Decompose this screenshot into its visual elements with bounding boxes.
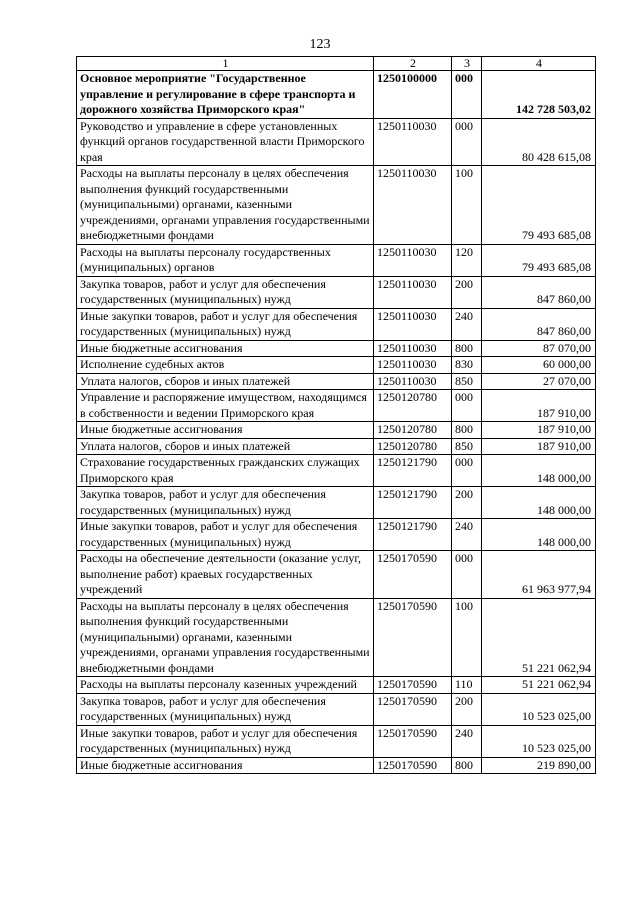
row-amount-cell: 187 910,00 (482, 438, 596, 455)
row-code-cell: 1250170590 (374, 551, 452, 599)
row-amount-cell: 60 000,00 (482, 357, 596, 374)
page-number: 123 (309, 37, 331, 52)
row-code-cell: 1250110030 (374, 118, 452, 166)
row-code-cell: 1250121790 (374, 519, 452, 551)
row-type-cell: 200 (452, 693, 482, 725)
row-amount-cell: 79 493 685,08 (482, 166, 596, 245)
row-name-cell: Иные бюджетные ассигнования (77, 340, 374, 357)
row-type-cell: 100 (452, 598, 482, 677)
table-row (77, 71, 596, 119)
row-type-cell: 100 (452, 166, 482, 245)
table-row (77, 118, 596, 166)
row-amount-cell: 51 221 062,94 (482, 598, 596, 677)
table-row (77, 340, 596, 357)
row-code-cell: 1250110030 (374, 340, 452, 357)
row-amount-cell: 79 493 685,08 (482, 244, 596, 276)
row-name-cell: Закупка товаров, работ и услуг для обеспечения государственных (муниципальных) нужд (77, 693, 374, 725)
row-code-cell: 1250121790 (374, 455, 452, 487)
row-name-cell: Расходы на выплаты персоналу государственных (муниципальных) органов (77, 244, 374, 276)
row-type-cell: 000 (452, 390, 482, 422)
row-code-cell: 1250170590 (374, 693, 452, 725)
row-type-cell: 800 (452, 757, 482, 774)
table-row (77, 373, 596, 390)
row-code-cell: 1250121790 (374, 487, 452, 519)
row-name-cell: Иные закупки товаров, работ и услуг для обеспечения государственных (муниципальных) нужд (77, 308, 374, 340)
row-amount-cell: 847 860,00 (482, 308, 596, 340)
row-amount-cell: 148 000,00 (482, 487, 596, 519)
header-col-4: 4 (482, 57, 596, 71)
table-row (77, 693, 596, 725)
row-type-cell: 800 (452, 422, 482, 439)
table-row (77, 519, 596, 551)
row-type-cell: 000 (452, 118, 482, 166)
budget-table (76, 56, 596, 774)
row-name-cell: Уплата налогов, сборов и иных платежей (77, 373, 374, 390)
row-type-cell: 240 (452, 308, 482, 340)
row-amount-cell: 219 890,00 (482, 757, 596, 774)
row-code-cell: 1250110030 (374, 357, 452, 374)
row-code-cell: 1250110030 (374, 373, 452, 390)
table-row (77, 725, 596, 757)
row-name-cell: Закупка товаров, работ и услуг для обеспечения государственных (муниципальных) нужд (77, 487, 374, 519)
header-row (77, 57, 596, 71)
row-amount-cell: 148 000,00 (482, 519, 596, 551)
row-amount-cell: 187 910,00 (482, 422, 596, 439)
table-row (77, 276, 596, 308)
row-amount-cell: 148 000,00 (482, 455, 596, 487)
table-row (77, 757, 596, 774)
table-body (77, 71, 596, 774)
row-name-cell: Управление и распоряжение имуществом, находящимся в собственности и ведении Приморского края (77, 390, 374, 422)
row-code-cell: 1250170590 (374, 598, 452, 677)
row-code-cell: 1250110030 (374, 308, 452, 340)
table-row (77, 390, 596, 422)
table-row (77, 308, 596, 340)
row-code-cell: 1250120780 (374, 422, 452, 439)
row-type-cell: 850 (452, 438, 482, 455)
row-name-cell: Иные бюджетные ассигнования (77, 422, 374, 439)
table-row (77, 677, 596, 694)
row-name-cell: Иные закупки товаров, работ и услуг для обеспечения государственных (муниципальных) нужд (77, 519, 374, 551)
row-code-cell: 1250170590 (374, 725, 452, 757)
row-amount-cell: 10 523 025,00 (482, 725, 596, 757)
table-row (77, 166, 596, 245)
row-type-cell: 000 (452, 455, 482, 487)
table-row (77, 598, 596, 677)
row-amount-cell: 187 910,00 (482, 390, 596, 422)
row-name-cell: Основное мероприятие "Государственное управление и регулирование в сфере транспорта и дорожного хозяйства Приморского края" (77, 71, 374, 119)
table-row (77, 244, 596, 276)
table-row (77, 487, 596, 519)
row-amount-cell: 27 070,00 (482, 373, 596, 390)
row-type-cell: 000 (452, 71, 482, 119)
row-code-cell: 1250170590 (374, 757, 452, 774)
header-col-1: 1 (77, 57, 374, 71)
row-name-cell: Расходы на обеспечение деятельности (оказание услуг, выполнение работ) краевых государственных учреждений (77, 551, 374, 599)
table-row (77, 357, 596, 374)
row-amount-cell: 10 523 025,00 (482, 693, 596, 725)
row-amount-cell: 142 728 503,02 (482, 71, 596, 119)
row-code-cell: 1250120780 (374, 438, 452, 455)
row-name-cell: Иные закупки товаров, работ и услуг для обеспечения государственных (муниципальных) нужд (77, 725, 374, 757)
row-code-cell: 1250170590 (374, 677, 452, 694)
table-row (77, 551, 596, 599)
table-row (77, 455, 596, 487)
row-name-cell: Исполнение судебных актов (77, 357, 374, 374)
row-code-cell: 1250110030 (374, 166, 452, 245)
row-amount-cell: 51 221 062,94 (482, 677, 596, 694)
row-name-cell: Расходы на выплаты персоналу в целях обеспечения выполнения функций государственными (муниципальными) органами, казенными учреждениями, органами управления государственными внебюджетными фондами (77, 166, 374, 245)
row-code-cell: 1250100000 (374, 71, 452, 119)
header-col-2: 2 (374, 57, 452, 71)
row-type-cell: 830 (452, 357, 482, 374)
row-amount-cell: 80 428 615,08 (482, 118, 596, 166)
row-name-cell: Руководство и управление в сфере установленных функций органов государственной власти Приморского края (77, 118, 374, 166)
row-name-cell: Расходы на выплаты персоналу казенных учреждений (77, 677, 374, 694)
row-code-cell: 1250120780 (374, 390, 452, 422)
row-type-cell: 110 (452, 677, 482, 694)
row-type-cell: 200 (452, 487, 482, 519)
row-type-cell: 800 (452, 340, 482, 357)
row-name-cell: Закупка товаров, работ и услуг для обеспечения государственных (муниципальных) нужд (77, 276, 374, 308)
row-type-cell: 120 (452, 244, 482, 276)
row-name-cell: Иные бюджетные ассигнования (77, 757, 374, 774)
row-type-cell: 240 (452, 725, 482, 757)
row-amount-cell: 847 860,00 (482, 276, 596, 308)
row-name-cell: Страхование государственных гражданских служащих Приморского края (77, 455, 374, 487)
row-name-cell: Расходы на выплаты персоналу в целях обеспечения выполнения функций государственными (муниципальными) органами, казенными учреждениями, органами управления государственными внебюджетными фондами (77, 598, 374, 677)
table-row (77, 438, 596, 455)
table-row (77, 422, 596, 439)
row-amount-cell: 87 070,00 (482, 340, 596, 357)
row-type-cell: 850 (452, 373, 482, 390)
row-amount-cell: 61 963 977,94 (482, 551, 596, 599)
row-type-cell: 240 (452, 519, 482, 551)
row-type-cell: 200 (452, 276, 482, 308)
row-type-cell: 000 (452, 551, 482, 599)
row-code-cell: 1250110030 (374, 244, 452, 276)
row-name-cell: Уплата налогов, сборов и иных платежей (77, 438, 374, 455)
header-col-3: 3 (452, 57, 482, 71)
row-code-cell: 1250110030 (374, 276, 452, 308)
